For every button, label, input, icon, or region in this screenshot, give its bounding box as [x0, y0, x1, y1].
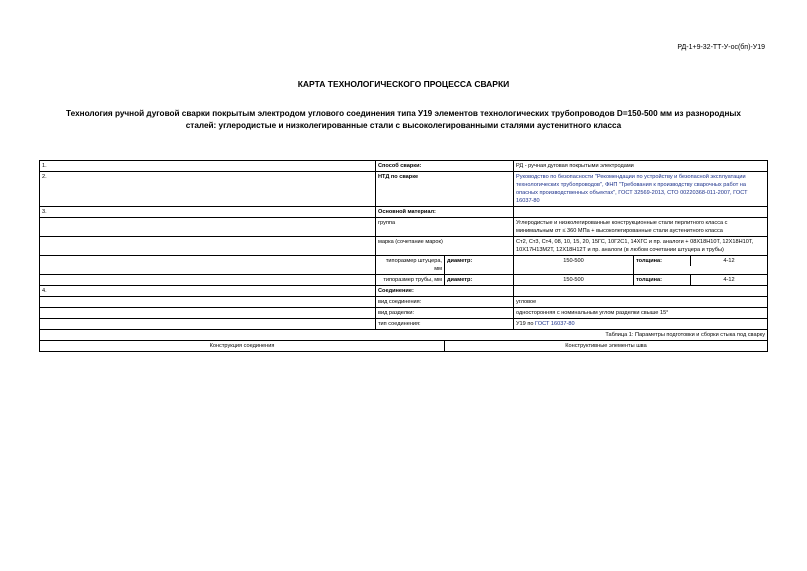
welding-method-label: Способ сварки:	[376, 161, 514, 172]
construction-header: Конструкция соединения	[40, 341, 445, 352]
fitting-diameter-value: 150-500	[514, 256, 634, 275]
row-joint-kind	[40, 319, 768, 330]
connection-type-label: вид соединения:	[376, 297, 514, 308]
welding-method-value: РД - ручная дуговая покрытыми электродами	[514, 161, 768, 172]
grade-label: марка (сочетание марок)	[376, 237, 514, 256]
ntd-label: НТД по сварке	[376, 172, 514, 207]
fitting-thickness-value: 4-12	[723, 258, 735, 264]
page-title: КАРТА ТЕХНОЛОГИЧЕСКОГО ПРОЦЕССА СВАРКИ	[297, 79, 510, 89]
row-fitting-size	[40, 256, 768, 275]
row-number: 3.	[40, 207, 376, 218]
row-groove	[40, 308, 768, 319]
group-label: группа	[376, 218, 514, 237]
pipe-size-label: типоразмер трубы, мм	[376, 275, 445, 286]
joint-kind-label: тип соединения:	[376, 319, 514, 330]
connection-type-value: угловое	[514, 297, 768, 308]
row-connection-type	[40, 297, 768, 308]
groove-label: вид разделки:	[376, 308, 514, 319]
ntd-value[interactable]: Руководство по безопасности "Рекомендации по устройству и безопасной эксплуатации технологических трубопроводов", ФНП "Требования к производству сварочных работ на опасных производственных объектах", ГОСТ 32569-2013, СТО 00220368-011-2007, ГОСТ 16037-80	[514, 172, 768, 207]
table-caption: Таблица 1: Параметры подготовки и сборки стыка под сварку	[40, 330, 768, 341]
row-group	[40, 218, 768, 237]
row-column-headers	[40, 341, 768, 352]
pipe-diameter-label: диаметр:	[445, 275, 514, 286]
fitting-thickness-label: толщина:	[634, 256, 691, 266]
row-base-material	[40, 207, 768, 218]
groove-value: односторонняя с номинальным углом разделки свыше 15°	[514, 308, 768, 319]
grade-value: Ст2, Ст3, Ст4, 08, 10, 15, 20, 15ГС, 10Г2С1, 14ХГС и пр. аналоги + 08Х18Н10Т, 12Х18Н10Т, 10Х17Н13М2Т, 12Х18Н12Т и пр. аналоги (в любом сочетании штуцера и трубы)	[514, 237, 768, 256]
page-subtitle: Технология ручной дуговой сварки покрытым электродом углового соединения типа У19 элементов технологических трубопроводов D=150-500 мм из разнородных сталей: углеродистые и низколегированные стали с высоколегированными сталями аустенитного класса	[66, 109, 741, 130]
document-code: РД-1+9-32-ТТ-У-ос(бп)-У19	[677, 44, 765, 51]
base-material-label: Основной материал:	[376, 207, 514, 218]
row-ntd	[40, 172, 768, 207]
fitting-diameter-label: диаметр:	[445, 256, 514, 275]
elements-header: Конструктивные элементы шва	[445, 341, 768, 352]
row-number: 2.	[40, 172, 376, 207]
joint-kind-value: У19 по ГОСТ 16037-80	[514, 319, 768, 330]
row-welding-method	[40, 161, 768, 172]
process-card-table	[39, 160, 768, 352]
row-number: 1.	[40, 161, 376, 172]
group-value: Углеродистые и низколегированные конструкционные стали перлитного класса с минимальным σт ≤ 360 МПа + высоколегированные стали аустенитного класса	[514, 218, 768, 237]
fitting-size-label: типоразмер штуцера, мм	[376, 256, 445, 275]
gost-link[interactable]: ГОСТ 16037-80	[535, 321, 575, 327]
pipe-thickness-label: толщина:	[634, 275, 691, 285]
pipe-diameter-value: 150-500	[514, 275, 634, 286]
row-connection	[40, 286, 768, 297]
row-grade	[40, 237, 768, 256]
row-table-caption	[40, 330, 768, 341]
row-pipe-size	[40, 275, 768, 286]
pipe-thickness-value: 4-12	[723, 277, 735, 283]
row-number: 4.	[40, 286, 376, 297]
connection-label: Соединение:	[376, 286, 514, 297]
